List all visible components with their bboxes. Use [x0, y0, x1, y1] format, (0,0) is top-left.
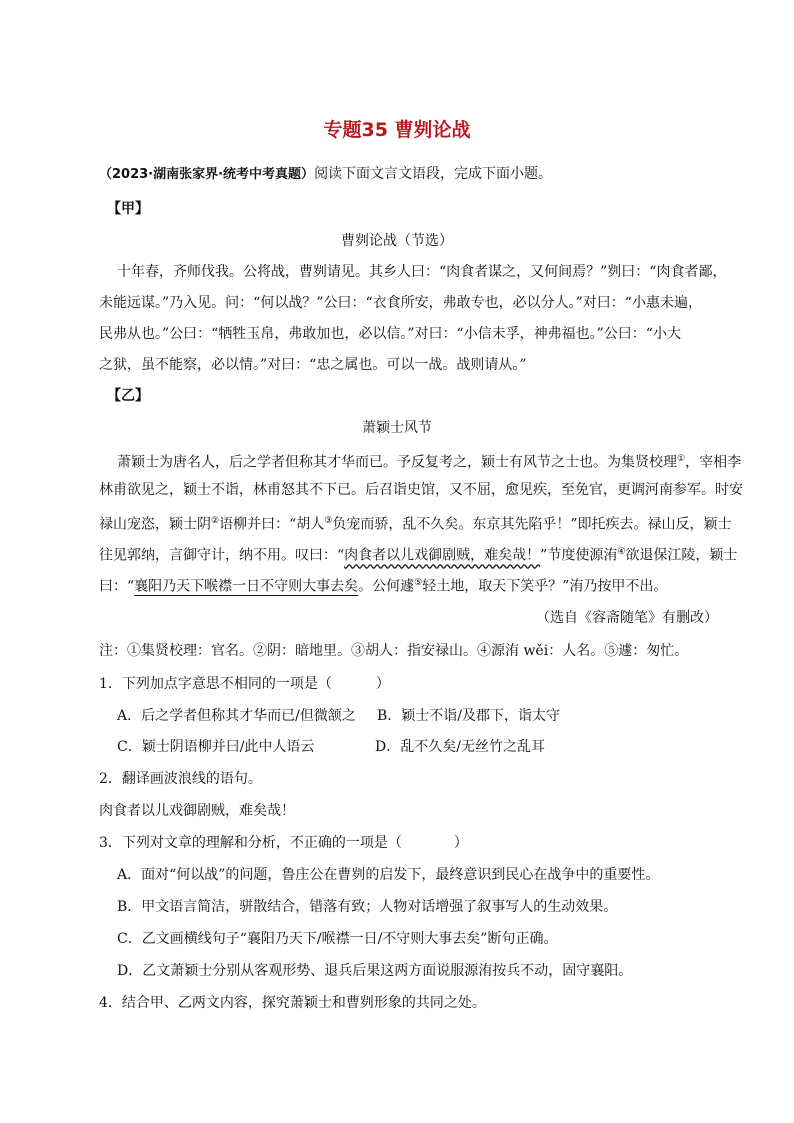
question-1 [99, 674, 719, 694]
question-4: 4．结合甲、乙两文内容，探究萧颖士和曹刿形象的共同之处。 [99, 995, 486, 1011]
yi-line-5 [99, 573, 719, 597]
yi-text: 往见郭纳，言御守计，纳不用。叹曰：“ [99, 547, 345, 564]
yi-text: 轻土地，取天下笑乎？”洧乃按甲不出。 [422, 578, 668, 595]
option-c: C．颖士阴语柳并曰/此中人语云 [117, 739, 315, 755]
question-text: ） [375, 676, 390, 692]
label-yi: 【乙】 [107, 388, 149, 404]
title-yi: 萧颖士风节 [362, 420, 432, 436]
yi-text: 萧颖士为唐名人，后之学者但称其才华而已。予反复考之，颖士有风节之士也。为集贤校理 [117, 454, 677, 471]
note-ref-3: ③ [324, 516, 333, 526]
q1-options-cd [117, 737, 737, 757]
question-text: 3．下列对文章的理解和分析，不正确的一项是（ [99, 835, 402, 851]
q3-option-d: D．乙文萧颖士分别从客观形势、退兵后果这两方面说服源洧按兵不动，固守襄阳。 [117, 963, 633, 979]
notes: 注：①集贤校理：官名。②阴：暗地里。③胡人：指安禄山。④源洧 wěi：人名。⑤遽：匆忙。 [99, 643, 689, 659]
q3-option-a: A．面对“何以战”的问题，鲁庄公在曹刿的启发下，最终意识到民心在战争中的重要性。 [117, 867, 660, 883]
underlined-sentence: 襄阳乃天下喉襟一日不守则大事去矣 [134, 578, 359, 595]
question-text: ） [453, 835, 468, 851]
yi-line-3 [99, 511, 732, 535]
yi-source: （选自《容斋随笔》有删改） [536, 610, 718, 626]
intro-text: 阅读下面文言文语段，完成下面小题。 [314, 166, 553, 182]
jia-line-2: 未能远谋。”乃入见。问：“何以战？”公曰：“衣食所安，弗敢专也，必以分人。”对曰：“小惠未遍， [99, 295, 702, 311]
q3-option-b: B．甲文语言简洁，骈散结合，错落有致；人物对话增强了叙事写人的生动效果。 [117, 899, 618, 915]
yi-text: 语柳并曰：“胡人 [219, 516, 325, 533]
yi-line-2: 林甫欲见之，颖士不诣，林甫怒其不下已。后召诣史馆，又不屈，愈见疾，至免官，更调河南参军。时安 [99, 482, 743, 498]
question-3 [99, 833, 719, 853]
jia-line-3: 民弗从也。”公曰：“牺牲玉帛，弗敢加也，必以信。”对曰：“小信未孚，神弗福也。”公曰：“小大 [99, 326, 681, 342]
note-ref-1: ① [677, 454, 686, 464]
yi-line-1 [117, 449, 742, 473]
question-text: 1．下列加点字意思不相同的一项是（ [99, 676, 332, 692]
page-title: 专题35 曹刿论战 [323, 119, 471, 141]
wavy-underlined-sentence: 肉食者以儿戏御剧贼，难矣哉！ [344, 547, 541, 564]
jia-line-4: 之狱，虽不能察，必以情。”对曰：“忠之属也。可以一战。战则请从。” [99, 357, 527, 373]
q1-options-ab [117, 706, 737, 726]
jia-line-1: 十年春，齐师伐我。公将战，曹刿请见。其乡人曰：“肉食者谋之，又何间焉？”刿曰：“肉食者鄙， [117, 264, 727, 280]
label-jia: 【甲】 [107, 201, 149, 217]
option-b: B．颖士不诣/及郡下，诣太守 [377, 708, 561, 724]
yi-text: 禄山宠恣，颖士阴 [99, 516, 211, 533]
yi-text: 。公何遽 [358, 578, 415, 595]
question-2: 2．翻译画波浪线的语句。 [99, 771, 262, 787]
yi-text: 曰：“ [99, 578, 135, 595]
note-ref-2: ② [211, 516, 220, 526]
question-source: （2023·湖南张家界·统考中考真题） [99, 167, 315, 182]
note-ref-4: ④ [617, 547, 626, 557]
note-ref-5: ⑤ [414, 578, 423, 588]
yi-text: 负宠而骄，乱不久矣。东京其先陷乎！”即托疾去。禄山反，颖士 [332, 516, 732, 533]
option-d: D．乱不久矣/无丝竹之乱耳 [375, 739, 545, 755]
intro-line [99, 164, 719, 185]
yi-text: ”节度使源洧 [540, 547, 618, 564]
option-a: A．后之学者但称其才华而已/但微颔之 [117, 708, 356, 724]
yi-text: 欲退保江陵，颖士 [625, 547, 738, 564]
yi-line-4 [99, 542, 738, 566]
q3-option-c: C．乙文画横线句子“襄阳乃天下/喉襟一日/不守则大事去矣”断句正确。 [117, 931, 558, 947]
yi-text: ，宰相李 [685, 454, 742, 471]
q2-sentence: 肉食者以儿戏御剧贼，难矣哉！ [99, 803, 295, 819]
title-jia: 曹刿论战（节选） [341, 233, 453, 249]
